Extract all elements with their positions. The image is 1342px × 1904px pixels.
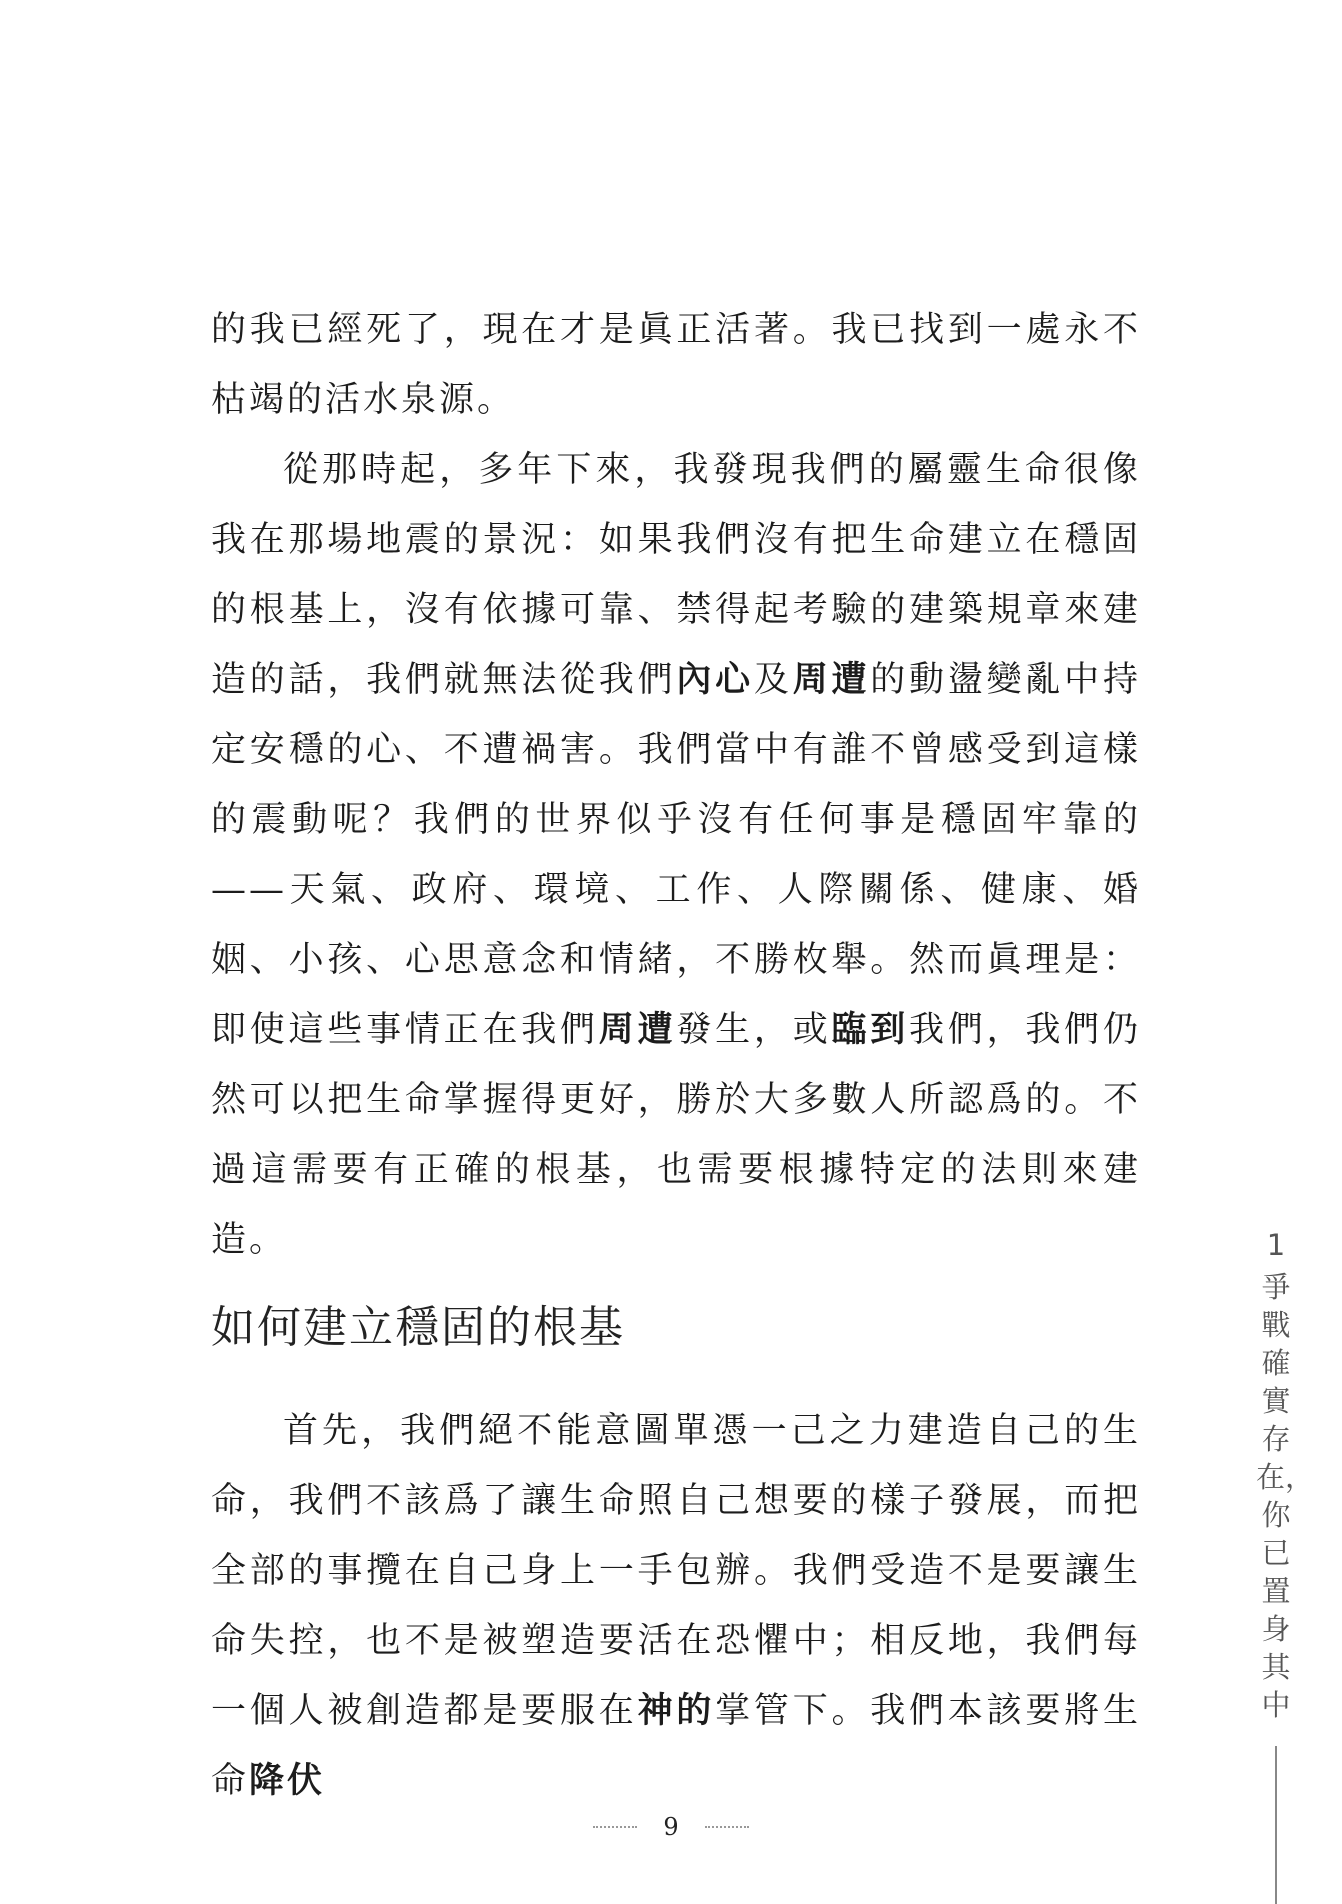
- chapter-title: 爭戰確實存在，你已置身其中: [1256, 1270, 1315, 1722]
- page-footer: [0, 1812, 1342, 1842]
- emphasized-text: 臨到: [831, 1010, 910, 1050]
- emphasized-text: 周遭: [598, 1010, 677, 1050]
- emphasized-text: 周遭: [792, 660, 871, 700]
- paragraph-text: 我們，我們仍然可以把生命掌握得更好，勝於大多數人所認爲的。不過這需要有正確的根基，也需要根據特定的法則來建造。: [211, 1010, 1141, 1260]
- page-number: 9: [663, 1813, 679, 1841]
- section-heading: 如何建立穩固的根基: [211, 1302, 625, 1353]
- paragraph-text: 首先，我們絕不能意圖單憑一己之力建造自己的生命，我們不該爲了讓生命照自己想要的樣子發展，而把全部的事攬在自己身上一手包辦。我們受造不是要讓生命失控，也不是被塑造要活在恐懼中；相反地，我們每一個人被創造都是要服在: [211, 1411, 1141, 1731]
- folio-ornament-right: [705, 1826, 749, 1832]
- folio-ornament-left: [593, 1826, 637, 1832]
- paragraph-text: 從那時起，多年下來，我發現我們的屬靈生命很像我在那場地震的景況：如果我們沒有把生命建立在穩固的根基上，沒有依據可靠、禁得起考驗的建築規章來建造的話，我們就無法從我們: [211, 450, 1141, 700]
- body-text-top: [211, 295, 1141, 1275]
- chapter-number: 1: [1266, 1228, 1286, 1262]
- body-paragraph: [211, 435, 1141, 1275]
- emphasized-text: 降伏: [249, 1761, 326, 1801]
- emphasized-text: 神的: [637, 1691, 716, 1731]
- paragraph-text: 掌管下。我們本該要將生命: [211, 1691, 1141, 1801]
- paragraph-text: 的我已經死了，現在才是眞正活著。我已找到一處永不枯竭的活水泉源。: [211, 310, 1141, 420]
- body-paragraph: [211, 1396, 1141, 1816]
- paragraph-text: 及: [753, 660, 793, 700]
- body-paragraph: [211, 295, 1141, 435]
- chapter-side-tab: [1256, 1226, 1315, 1724]
- body-text-bottom: [211, 1396, 1141, 1816]
- paragraph-text: 的動盪變亂中持定安穩的心、不遭禍害。我們當中有誰不曾感受到這樣的震動呢？我們的世界似乎沒有任何事是穩固牢靠的——天氣、政府、環境、工作、人際關係、健康、婚姻、小孩、心思意念和情緒，不勝枚舉。然而眞理是：即使這些事情正在我們: [211, 660, 1141, 1050]
- emphasized-text: 內心: [676, 660, 754, 700]
- paragraph-text: 發生，或: [676, 1010, 832, 1050]
